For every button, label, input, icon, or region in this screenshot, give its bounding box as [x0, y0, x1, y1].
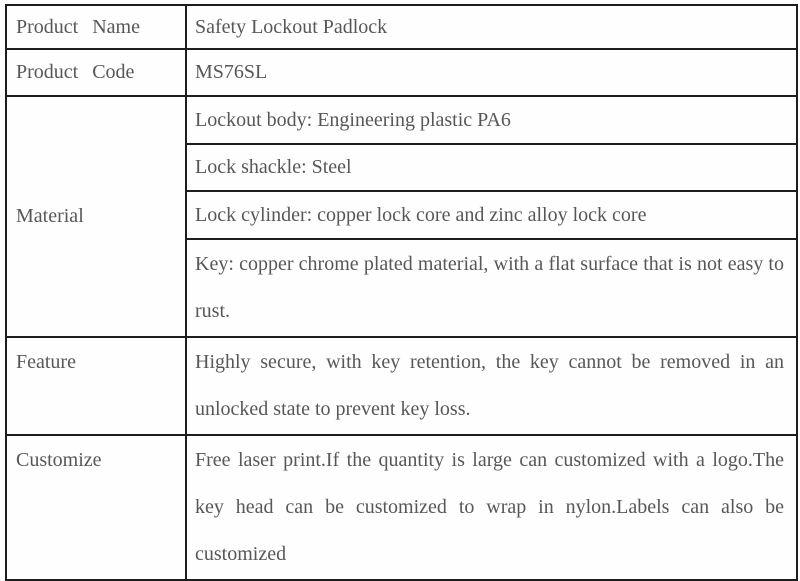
- product-name-label: Product Name: [6, 5, 186, 49]
- feature-label: Feature: [6, 337, 186, 435]
- material-lock-cylinder-value: Lock cylinder: copper lock core and zinc alloy lock core: [186, 191, 797, 239]
- product-spec-table: [5, 4, 798, 581]
- product-code-label: Product Code: [6, 49, 186, 96]
- feature-value: Highly secure, with key retention, the key cannot be removed in an unlocked state to prevent key loss.: [186, 337, 797, 435]
- product-name-value: Safety Lockout Padlock: [186, 5, 797, 49]
- product-code-value: MS76SL: [186, 49, 797, 96]
- table-row-material-lockout-body: [6, 96, 797, 144]
- material-label: Material: [6, 96, 186, 337]
- material-lockout-body-value: Lockout body: Engineering plastic PA6: [186, 96, 797, 144]
- material-lock-shackle-value: Lock shackle: Steel: [186, 144, 797, 191]
- material-key-value: Key: copper chrome plated material, with a flat surface that is not easy to rust.: [186, 239, 797, 337]
- customize-label: Customize: [6, 435, 186, 580]
- customize-value: Free laser print.If the quantity is large can customized with a logo.The key head can be customized to wrap in nylon.Labels can also be customized: [186, 435, 797, 580]
- table-row-product-code: [6, 49, 797, 96]
- table-row-product-name: [6, 5, 797, 49]
- table-row-customize: [6, 435, 797, 580]
- table-row-feature: [6, 337, 797, 435]
